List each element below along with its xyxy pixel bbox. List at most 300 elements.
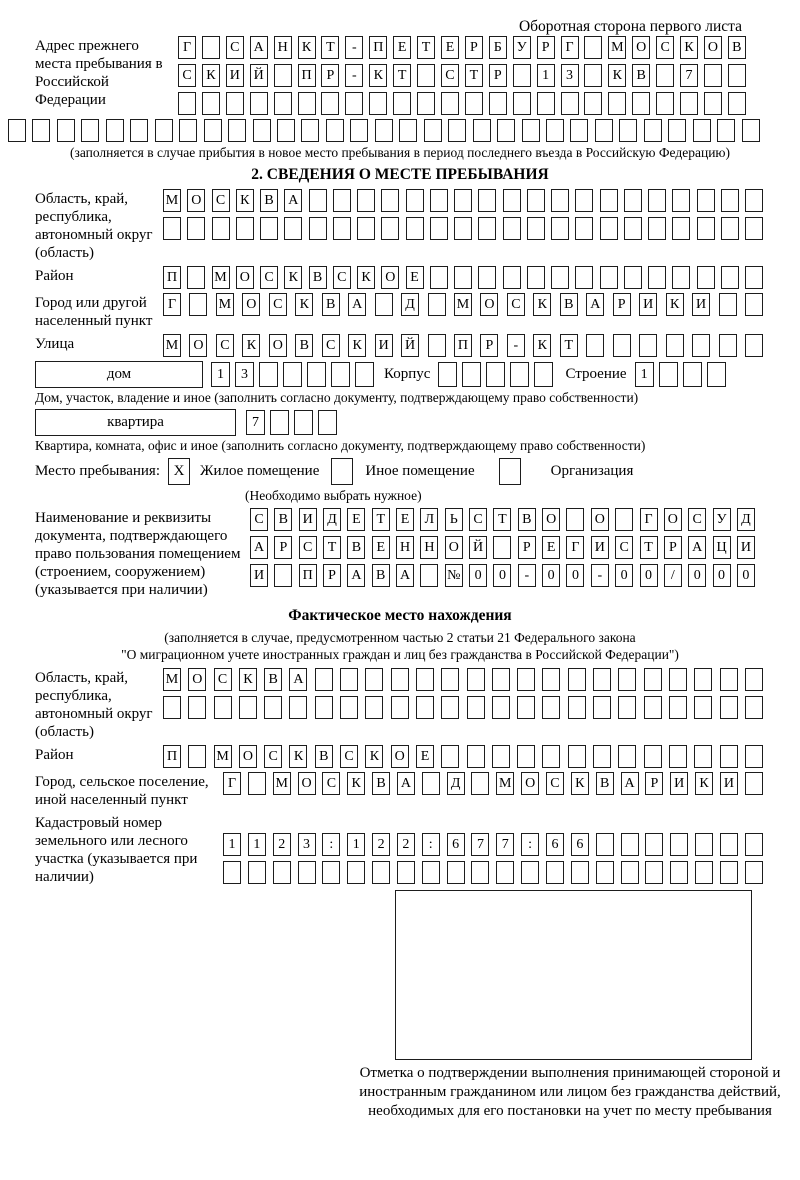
char-box[interactable] <box>728 92 746 115</box>
char-box[interactable]: Р <box>321 64 339 87</box>
char-box[interactable]: К <box>533 293 551 316</box>
char-box[interactable]: Т <box>465 64 483 87</box>
char-box[interactable]: Е <box>542 536 560 559</box>
char-box[interactable] <box>422 861 440 884</box>
char-box[interactable] <box>375 119 393 142</box>
char-box[interactable]: Л <box>420 508 438 531</box>
char-box[interactable]: К <box>236 189 254 212</box>
char-box[interactable] <box>441 745 459 768</box>
char-box[interactable] <box>745 217 763 240</box>
char-box[interactable] <box>728 64 746 87</box>
char-box[interactable] <box>417 92 435 115</box>
checkbox-organization[interactable] <box>499 458 521 485</box>
char-box[interactable]: У <box>713 508 731 531</box>
char-box[interactable] <box>551 217 569 240</box>
char-box[interactable] <box>584 64 602 87</box>
char-box[interactable] <box>503 189 521 212</box>
char-box[interactable]: Р <box>613 293 631 316</box>
char-box[interactable] <box>397 861 415 884</box>
char-box[interactable] <box>326 119 344 142</box>
char-box[interactable] <box>639 334 657 357</box>
char-box[interactable] <box>462 362 481 387</box>
char-box[interactable] <box>648 189 666 212</box>
char-box[interactable]: 0 <box>493 564 511 587</box>
char-box[interactable] <box>621 833 639 856</box>
char-box[interactable] <box>333 217 351 240</box>
char-box[interactable]: О <box>239 745 257 768</box>
char-box[interactable] <box>406 189 424 212</box>
char-box[interactable]: : <box>322 833 340 856</box>
char-box[interactable]: В <box>295 334 313 357</box>
char-box[interactable] <box>537 92 555 115</box>
char-box[interactable]: М <box>214 745 232 768</box>
char-box[interactable]: К <box>571 772 589 795</box>
char-box[interactable]: О <box>704 36 722 59</box>
char-box[interactable] <box>745 334 763 357</box>
char-box[interactable]: К <box>295 293 313 316</box>
char-box[interactable]: Т <box>417 36 435 59</box>
char-box[interactable]: Т <box>372 508 390 531</box>
char-box[interactable] <box>478 189 496 212</box>
char-box[interactable] <box>596 861 614 884</box>
char-box[interactable]: М <box>496 772 514 795</box>
char-box[interactable]: Г <box>163 293 181 316</box>
char-box[interactable] <box>307 362 326 387</box>
char-box[interactable] <box>497 119 515 142</box>
char-box[interactable] <box>274 64 292 87</box>
char-box[interactable] <box>345 92 363 115</box>
char-box[interactable] <box>454 189 472 212</box>
checkbox-residential[interactable]: X <box>168 458 190 485</box>
char-box[interactable] <box>365 668 383 691</box>
char-box[interactable]: 2 <box>372 833 390 856</box>
char-box[interactable]: К <box>298 36 316 59</box>
char-box[interactable] <box>284 217 302 240</box>
char-box[interactable]: С <box>214 668 232 691</box>
char-box[interactable]: И <box>591 536 609 559</box>
char-box[interactable]: В <box>274 508 292 531</box>
char-box[interactable] <box>645 833 663 856</box>
char-box[interactable] <box>619 119 637 142</box>
char-box[interactable] <box>331 362 350 387</box>
char-box[interactable]: В <box>560 293 578 316</box>
char-box[interactable] <box>365 696 383 719</box>
char-box[interactable]: О <box>269 334 287 357</box>
char-box[interactable]: - <box>591 564 609 587</box>
char-box[interactable] <box>546 861 564 884</box>
char-box[interactable] <box>615 508 633 531</box>
char-box[interactable] <box>596 833 614 856</box>
char-box[interactable] <box>570 119 588 142</box>
char-box[interactable]: С <box>333 266 351 289</box>
char-box[interactable]: С <box>688 508 706 531</box>
char-box[interactable]: О <box>480 293 498 316</box>
char-box[interactable]: Е <box>396 508 414 531</box>
char-box[interactable] <box>8 119 26 142</box>
char-box[interactable] <box>309 189 327 212</box>
char-box[interactable]: И <box>250 564 268 587</box>
char-box[interactable] <box>430 217 448 240</box>
char-box[interactable]: О <box>298 772 316 795</box>
char-box[interactable]: Р <box>465 36 483 59</box>
char-box[interactable] <box>441 696 459 719</box>
char-box[interactable] <box>656 64 674 87</box>
char-box[interactable] <box>492 745 510 768</box>
char-box[interactable] <box>81 119 99 142</box>
char-box[interactable] <box>613 334 631 357</box>
char-box[interactable]: А <box>397 772 415 795</box>
char-box[interactable] <box>575 189 593 212</box>
char-box[interactable]: 0 <box>615 564 633 587</box>
char-box[interactable]: О <box>381 266 399 289</box>
char-box[interactable] <box>372 861 390 884</box>
char-box[interactable] <box>745 189 763 212</box>
char-box[interactable] <box>416 696 434 719</box>
char-box[interactable]: Р <box>274 536 292 559</box>
char-box[interactable] <box>250 92 268 115</box>
char-box[interactable] <box>745 293 763 316</box>
char-box[interactable] <box>503 217 521 240</box>
char-box[interactable] <box>492 696 510 719</box>
char-box[interactable] <box>228 119 246 142</box>
char-box[interactable]: 1 <box>223 833 241 856</box>
char-box[interactable] <box>707 362 726 387</box>
char-box[interactable]: Г <box>566 536 584 559</box>
char-box[interactable]: П <box>299 564 317 587</box>
char-box[interactable] <box>428 334 446 357</box>
char-box[interactable]: Е <box>441 36 459 59</box>
char-box[interactable]: А <box>586 293 604 316</box>
char-box[interactable]: К <box>284 266 302 289</box>
char-box[interactable] <box>496 861 514 884</box>
char-box[interactable] <box>420 564 438 587</box>
char-box[interactable]: А <box>396 564 414 587</box>
char-box[interactable]: Р <box>645 772 663 795</box>
char-box[interactable]: : <box>521 833 539 856</box>
char-box[interactable]: Т <box>560 334 578 357</box>
char-box[interactable]: В <box>315 745 333 768</box>
char-box[interactable]: Т <box>493 508 511 531</box>
char-box[interactable]: Г <box>561 36 579 59</box>
char-box[interactable]: Г <box>223 772 241 795</box>
char-box[interactable] <box>566 508 584 531</box>
char-box[interactable] <box>428 293 446 316</box>
char-box[interactable] <box>202 92 220 115</box>
char-box[interactable] <box>692 334 710 357</box>
char-box[interactable]: К <box>666 293 684 316</box>
char-box[interactable] <box>666 334 684 357</box>
char-box[interactable] <box>399 119 417 142</box>
char-box[interactable] <box>717 119 735 142</box>
char-box[interactable]: О <box>542 508 560 531</box>
char-box[interactable] <box>694 696 712 719</box>
char-box[interactable] <box>719 334 737 357</box>
char-box[interactable]: П <box>454 334 472 357</box>
char-box[interactable] <box>57 119 75 142</box>
char-box[interactable] <box>593 696 611 719</box>
char-box[interactable] <box>721 217 739 240</box>
char-box[interactable]: Р <box>489 64 507 87</box>
char-box[interactable] <box>32 119 50 142</box>
char-box[interactable]: В <box>347 536 365 559</box>
char-box[interactable]: В <box>322 293 340 316</box>
char-box[interactable] <box>656 92 674 115</box>
char-box[interactable]: П <box>163 266 181 289</box>
char-box[interactable] <box>375 293 393 316</box>
char-box[interactable] <box>473 119 491 142</box>
char-box[interactable] <box>422 772 440 795</box>
char-box[interactable]: М <box>454 293 472 316</box>
char-box[interactable]: В <box>596 772 614 795</box>
char-box[interactable]: Р <box>664 536 682 559</box>
char-box[interactable]: О <box>391 745 409 768</box>
char-box[interactable] <box>417 64 435 87</box>
char-box[interactable] <box>179 119 197 142</box>
char-box[interactable] <box>391 668 409 691</box>
char-box[interactable]: Ц <box>713 536 731 559</box>
char-box[interactable] <box>670 833 688 856</box>
char-box[interactable] <box>340 668 358 691</box>
char-box[interactable]: Т <box>321 36 339 59</box>
char-box[interactable]: 0 <box>737 564 755 587</box>
char-box[interactable]: Т <box>640 536 658 559</box>
char-box[interactable] <box>163 217 181 240</box>
char-box[interactable]: 7 <box>496 833 514 856</box>
char-box[interactable]: С <box>269 293 287 316</box>
char-box[interactable]: К <box>347 772 365 795</box>
char-box[interactable]: Е <box>372 536 390 559</box>
char-box[interactable]: И <box>226 64 244 87</box>
char-box[interactable]: В <box>632 64 650 87</box>
char-box[interactable]: 6 <box>447 833 465 856</box>
char-box[interactable]: Н <box>420 536 438 559</box>
char-box[interactable]: К <box>202 64 220 87</box>
char-box[interactable] <box>274 564 292 587</box>
char-box[interactable]: О <box>591 508 609 531</box>
char-box[interactable]: С <box>212 189 230 212</box>
char-box[interactable] <box>130 119 148 142</box>
char-box[interactable]: П <box>298 64 316 87</box>
char-box[interactable] <box>600 217 618 240</box>
char-box[interactable] <box>742 119 760 142</box>
char-box[interactable] <box>236 217 254 240</box>
char-box[interactable]: С <box>322 772 340 795</box>
char-box[interactable] <box>441 92 459 115</box>
char-box[interactable]: С <box>216 334 234 357</box>
char-box[interactable] <box>618 696 636 719</box>
char-box[interactable]: В <box>260 189 278 212</box>
char-box[interactable] <box>163 696 181 719</box>
char-box[interactable] <box>704 92 722 115</box>
char-box[interactable] <box>471 861 489 884</box>
char-box[interactable] <box>357 189 375 212</box>
char-box[interactable] <box>350 119 368 142</box>
char-box[interactable] <box>471 772 489 795</box>
char-box[interactable]: Д <box>737 508 755 531</box>
char-box[interactable]: С <box>226 36 244 59</box>
char-box[interactable] <box>447 861 465 884</box>
char-box[interactable]: В <box>372 772 390 795</box>
char-box[interactable]: Е <box>347 508 365 531</box>
char-box[interactable]: М <box>163 189 181 212</box>
char-box[interactable]: Т <box>323 536 341 559</box>
char-box[interactable]: П <box>369 36 387 59</box>
char-box[interactable] <box>618 745 636 768</box>
char-box[interactable]: О <box>445 536 463 559</box>
char-box[interactable]: Р <box>518 536 536 559</box>
char-box[interactable]: 1 <box>537 64 555 87</box>
char-box[interactable]: П <box>163 745 181 768</box>
char-box[interactable]: С <box>469 508 487 531</box>
char-box[interactable] <box>745 861 763 884</box>
char-box[interactable] <box>430 266 448 289</box>
char-box[interactable]: К <box>348 334 366 357</box>
char-box[interactable] <box>321 92 339 115</box>
char-box[interactable] <box>527 189 545 212</box>
char-box[interactable]: 7 <box>246 410 265 435</box>
char-box[interactable]: В <box>518 508 536 531</box>
char-box[interactable] <box>584 92 602 115</box>
char-box[interactable] <box>618 668 636 691</box>
char-box[interactable]: К <box>533 334 551 357</box>
char-box[interactable] <box>648 266 666 289</box>
char-box[interactable] <box>527 217 545 240</box>
char-box[interactable] <box>513 92 531 115</box>
char-box[interactable]: Д <box>323 508 341 531</box>
char-box[interactable]: 1 <box>347 833 365 856</box>
char-box[interactable]: С <box>264 745 282 768</box>
char-box[interactable] <box>659 362 678 387</box>
char-box[interactable] <box>697 189 715 212</box>
char-box[interactable] <box>492 668 510 691</box>
char-box[interactable]: А <box>621 772 639 795</box>
char-box[interactable] <box>318 410 337 435</box>
char-box[interactable] <box>253 119 271 142</box>
char-box[interactable] <box>239 696 257 719</box>
char-box[interactable] <box>424 119 442 142</box>
char-box[interactable] <box>586 334 604 357</box>
char-box[interactable] <box>106 119 124 142</box>
char-box[interactable]: Й <box>250 64 268 87</box>
char-box[interactable]: С <box>250 508 268 531</box>
char-box[interactable] <box>568 668 586 691</box>
char-box[interactable] <box>720 745 738 768</box>
char-box[interactable] <box>248 861 266 884</box>
char-box[interactable] <box>561 92 579 115</box>
char-box[interactable] <box>624 217 642 240</box>
char-box[interactable]: И <box>720 772 738 795</box>
char-box[interactable]: Д <box>447 772 465 795</box>
char-box[interactable]: С <box>615 536 633 559</box>
char-box[interactable]: 3 <box>561 64 579 87</box>
char-box[interactable] <box>187 217 205 240</box>
char-box[interactable] <box>644 668 662 691</box>
char-box[interactable] <box>693 119 711 142</box>
char-box[interactable]: К <box>365 745 383 768</box>
char-box[interactable] <box>624 266 642 289</box>
char-box[interactable]: И <box>639 293 657 316</box>
char-box[interactable] <box>270 410 289 435</box>
char-box[interactable] <box>721 189 739 212</box>
char-box[interactable]: О <box>242 293 260 316</box>
char-box[interactable]: Б <box>489 36 507 59</box>
char-box[interactable] <box>546 119 564 142</box>
char-box[interactable] <box>697 217 715 240</box>
char-box[interactable]: К <box>680 36 698 59</box>
char-box[interactable] <box>369 92 387 115</box>
char-box[interactable]: Й <box>401 334 419 357</box>
char-box[interactable]: А <box>284 189 302 212</box>
char-box[interactable] <box>274 92 292 115</box>
char-box[interactable]: Р <box>480 334 498 357</box>
char-box[interactable]: 2 <box>397 833 415 856</box>
char-box[interactable] <box>527 266 545 289</box>
char-box[interactable] <box>381 217 399 240</box>
char-box[interactable] <box>298 92 316 115</box>
char-box[interactable] <box>720 696 738 719</box>
char-box[interactable] <box>489 92 507 115</box>
char-box[interactable]: 3 <box>235 362 254 387</box>
char-box[interactable]: Р <box>323 564 341 587</box>
char-box[interactable] <box>648 217 666 240</box>
char-box[interactable]: Й <box>469 536 487 559</box>
char-box[interactable]: И <box>299 508 317 531</box>
char-box[interactable] <box>503 266 521 289</box>
char-box[interactable] <box>416 668 434 691</box>
char-box[interactable]: М <box>163 334 181 357</box>
char-box[interactable] <box>694 668 712 691</box>
char-box[interactable]: - <box>345 36 363 59</box>
char-box[interactable]: С <box>299 536 317 559</box>
char-box[interactable] <box>223 861 241 884</box>
char-box[interactable]: Е <box>416 745 434 768</box>
char-box[interactable]: 0 <box>640 564 658 587</box>
char-box[interactable]: Г <box>178 36 196 59</box>
char-box[interactable]: 0 <box>713 564 731 587</box>
char-box[interactable]: 7 <box>680 64 698 87</box>
char-box[interactable] <box>454 266 472 289</box>
char-box[interactable]: К <box>369 64 387 87</box>
char-box[interactable]: К <box>242 334 260 357</box>
char-box[interactable]: 6 <box>546 833 564 856</box>
char-box[interactable] <box>721 266 739 289</box>
char-box[interactable]: К <box>289 745 307 768</box>
char-box[interactable] <box>155 119 173 142</box>
char-box[interactable] <box>283 362 302 387</box>
char-box[interactable] <box>467 745 485 768</box>
char-box[interactable]: Н <box>274 36 292 59</box>
char-box[interactable] <box>467 668 485 691</box>
char-box[interactable] <box>289 696 307 719</box>
char-box[interactable] <box>608 92 626 115</box>
checkbox-other-premises[interactable] <box>331 458 353 485</box>
char-box[interactable]: 6 <box>571 833 589 856</box>
char-box[interactable]: 3 <box>298 833 316 856</box>
char-box[interactable] <box>493 536 511 559</box>
char-box[interactable]: А <box>688 536 706 559</box>
char-box[interactable]: О <box>664 508 682 531</box>
char-box[interactable] <box>315 668 333 691</box>
char-box[interactable] <box>745 696 763 719</box>
char-box[interactable] <box>381 189 399 212</box>
char-box[interactable]: М <box>163 668 181 691</box>
char-box[interactable] <box>212 217 230 240</box>
char-box[interactable] <box>448 119 466 142</box>
char-box[interactable]: 0 <box>542 564 560 587</box>
char-box[interactable] <box>575 266 593 289</box>
char-box[interactable]: - <box>518 564 536 587</box>
char-box[interactable] <box>189 293 207 316</box>
